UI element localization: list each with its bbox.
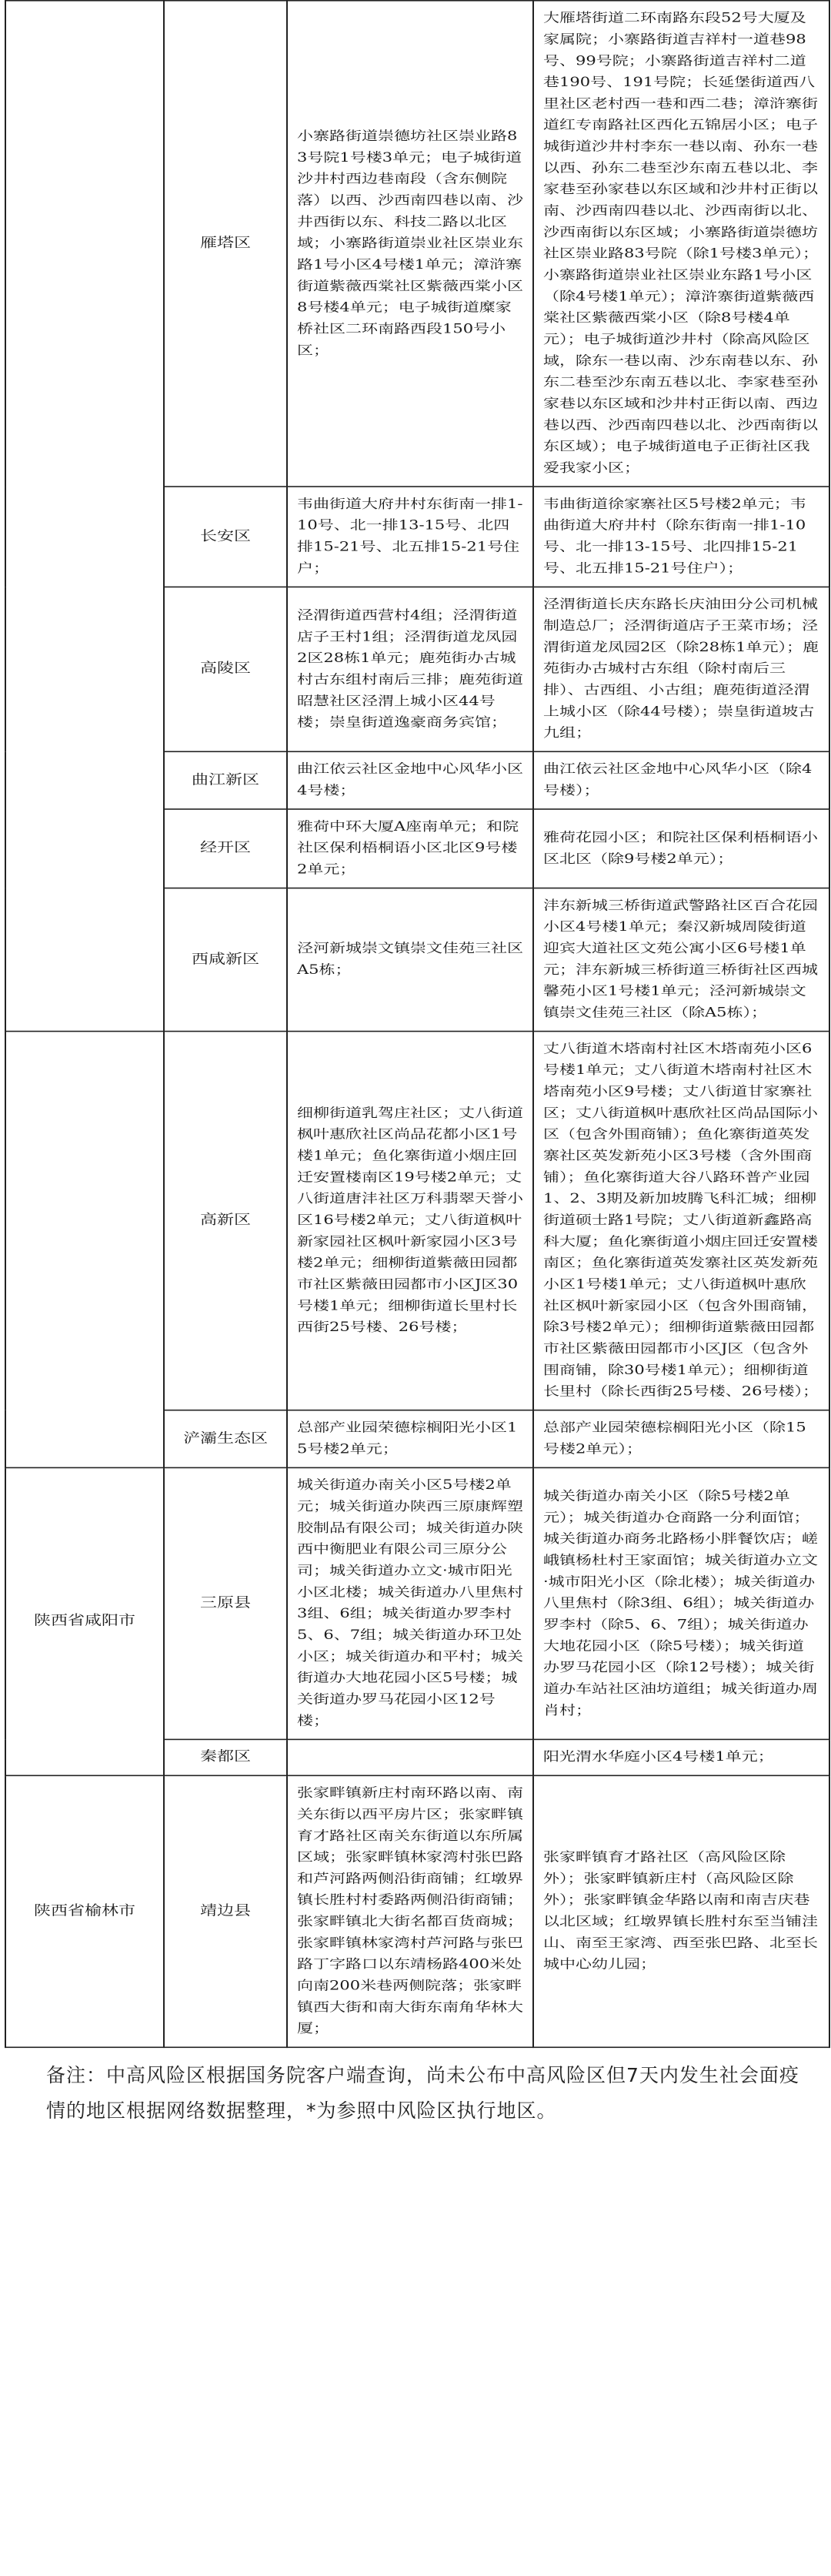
- table-row: [5, 1, 829, 487]
- medium-risk-cell: 细柳街道乳驾庄社区；丈八街道枫叶惠欣社区尚品花都小区1号楼1单元；鱼化寨街道小烟庄回迁安置楼南区19号楼2单元；丈八街道唐沣社区万科翡翠天誉小区16号楼2单元；丈八街道枫叶新家园社区枫叶新家园小区3号楼2单元；细柳街道紫薇田园都市社区紫薇田园都市小区J区30号楼1单元；细柳街道长里村长西街25号楼、26号楼；: [287, 1032, 533, 1410]
- medium-risk-cell: 总部产业园荣德棕榈阳光小区15号楼2单元；: [287, 1410, 533, 1468]
- low-risk-cell: 雅荷花园小区；和院社区保利梧桐语小区北区（除9号楼2单元）；: [533, 809, 829, 888]
- district-cell: 三原县: [164, 1467, 287, 1739]
- table-row: [5, 1467, 829, 1739]
- medium-risk-cell: 小寨路街道崇德坊社区崇业路83号院1号楼3单元；电子城街道沙井村西边巷南段（含东侧院落）以西、沙西南四巷以南、沙井西街以东、科技二路以北区域；小寨路街道崇业社区崇业东路1号小区4号楼1单元；漳浒寨街道紫薇西棠社区紫薇西棠小区8号楼4单元；电子城街道糜家桥社区二环南路西段150号小区；: [287, 1, 533, 487]
- low-risk-cell: 阳光渭水华庭小区4号楼1单元；: [533, 1739, 829, 1775]
- footnote: 备注：中高风险区根据国务院客户端查询，尚未公布中高风险区但7天内发生社会面疫情的地区根据网络数据整理，*为参照中风险区执行地区。: [46, 2064, 799, 2122]
- medium-risk-cell: 雅荷中环大厦A座南单元；和院社区保利梧桐语小区北区9号楼2单元；: [287, 809, 533, 888]
- table-row: [5, 1032, 829, 1410]
- district-cell: 浐灞生态区: [164, 1410, 287, 1468]
- low-risk-cell: 泾渭街道长庆东路长庆油田分公司机械制造总厂；泾渭街道店子王菜市场；泾渭街道龙凤园2区（除28栋1单元）；鹿苑街办古城村古东组（除村南后三排）、古西组、小古组；鹿苑街道泾渭上城小区（除44号楼）；崇皇街道坡古九组；: [533, 587, 829, 751]
- city-cell: 陕西省咸阳市: [5, 1467, 164, 1775]
- medium-risk-cell: 曲江依云社区金地中心风华小区4号楼；: [287, 751, 533, 809]
- district-cell: 高陵区: [164, 587, 287, 751]
- risk-area-table-body: [5, 1, 829, 2047]
- low-risk-cell: 曲江依云社区金地中心风华小区（除4号楼）；: [533, 751, 829, 809]
- medium-risk-cell: 泾河新城崇文镇崇文佳苑三社区A5栋；: [287, 888, 533, 1032]
- medium-risk-cell: 城关街道办南关小区5号楼2单元；城关街道办陕西三原康辉塑胶制品有限公司；城关街道办陕西中衡肥业有限公司三原分公司；城关街道办立文·城市阳光小区北楼；城关街道办八里焦村3组、6组；城关街道办罗李村5、6、7组；城关街道办环卫处小区；城关街道办和平村；城关街道办大地花园小区5号楼；城关街道办罗马花园小区12号楼；: [287, 1467, 533, 1739]
- low-risk-cell: 大雁塔街道二环南路东段52号大厦及家属院；小寨路街道吉祥村一道巷98号、99号院；小寨路街道吉祥村二道巷190号、191号院；长延堡街道西八里社区老村西一巷和西二巷；漳浒寨街道红专南路社区西化五锦居小区；电子城街道沙井村李东一巷以南、孙东一巷以西、孙东二巷至沙东南五巷以北、李家巷至孙家巷以东区域和沙井村正街以南、沙西南四巷以北、沙西南街以北、沙西南街以东区域；小寨路街道崇德坊社区崇业路83号院（除1号楼3单元）；小寨路街道崇业社区崇业东路1号小区（除4号楼1单元）；漳浒寨街道紫薇西棠社区紫薇西棠小区（除8号楼4单元）；电子城街道沙井村（除高风险区域，除东一巷以南、沙东南巷以东、孙东二巷至沙东南五巷以北、李家巷至孙家巷以东区域和沙井村正街以南、西边巷以西、沙西南四巷以北、沙西南街以东区域）；电子城街道电子正街社区我爱我家小区；: [533, 1, 829, 487]
- district-cell: 曲江新区: [164, 751, 287, 809]
- district-cell: 靖边县: [164, 1775, 287, 2047]
- low-risk-cell: 总部产业园荣德棕榈阳光小区（除15号楼2单元）；: [533, 1410, 829, 1468]
- city-cell: [5, 1, 164, 1032]
- low-risk-cell: 韦曲街道徐家寨社区5号楼2单元；韦曲街道大府井村（除东街南一排1-10号、北一排13-15号、北四排15-21号、北五排15-21号住户）；: [533, 487, 829, 587]
- city-cell: 陕西省榆林市: [5, 1775, 164, 2047]
- low-risk-cell: 沣东新城三桥街道武警路社区百合花园小区4号楼1单元；秦汉新城周陵街道迎宾大道社区文苑公寓小区6号楼1单元；沣东新城三桥街道三桥街社区西城馨苑小区1号楼1单元；泾河新城崇文镇崇文佳苑三社区（除A5栋）；: [533, 888, 829, 1032]
- low-risk-cell: 城关街道办南关小区（除5号楼2单元）；城关街道办仓商路一分利面馆；城关街道办商务北路杨小胖餐饮店；嵯峨镇杨杜村王家面馆；城关街道办立文·城市阳光小区（除北楼）；城关街道办八里焦村（除3组、6组）；城关街道办罗李村（除5、6、7组）；城关街道办大地花园小区（除5号楼）；城关街道办罗马花园小区（除12号楼）；城关街道办车站社区油坊道组；城关街道办周肖村；: [533, 1467, 829, 1739]
- district-cell: 经开区: [164, 809, 287, 888]
- medium-risk-cell: 张家畔镇新庄村南环路以南、南关东街以西平房片区；张家畔镇育才路社区南关东街道以东所属区域；张家畔镇林家湾村张巴路和芦河路两侧沿街商铺；红墩界镇长胜村村委路两侧沿街商铺；张家畔镇北大街名都百货商城；张家畔镇林家湾村芦河路与张巴路丁字路口以东靖杨路400米处向南200米巷两侧院落；张家畔镇西大街和南大街东南角华林大厦；: [287, 1775, 533, 2047]
- table-row: [5, 1775, 829, 2047]
- low-risk-cell: 丈八街道木塔南村社区木塔南苑小区6号楼1单元；丈八街道木塔南村社区木塔南苑小区9号楼；丈八街道甘家寨社区；丈八街道枫叶惠欣社区尚品国际小区（包含外围商铺）；鱼化寨街道英发寨社区英发新苑小区3号楼（含外围商铺）；鱼化寨街道大谷八路环普产业园1、2、3期及新加坡腾飞科汇城；细柳街道硕士路1号院；丈八街道新鑫路高科大厦；鱼化寨街道小烟庄回迁安置楼南区；鱼化寨街道英发寨社区英发新苑小区1号楼1单元；丈八街道枫叶惠欣社区枫叶新家园小区（包含外围商铺，除3号楼2单元）；细柳街道紫薇田园都市社区紫薇田园都市小区J区（包含外围商铺，除30号楼1单元）；细柳街道长里村（除长西街25号楼、26号楼）；: [533, 1032, 829, 1410]
- low-risk-cell: 张家畔镇育才路社区（高风险区除外）；张家畔镇新庄村（高风险区除外）；张家畔镇金华路以南和南吉庆巷以北区域；红墩界镇长胜村东至当铺洼山、南至王家湾、西至张巴路、北至长城中心幼儿园；: [533, 1775, 829, 2047]
- district-cell: 高新区: [164, 1032, 287, 1410]
- district-cell: 秦都区: [164, 1739, 287, 1775]
- district-cell: 西咸新区: [164, 888, 287, 1032]
- medium-risk-cell: [287, 1739, 533, 1775]
- district-cell: 长安区: [164, 487, 287, 587]
- medium-risk-cell: 泾渭街道西营村4组；泾渭街道店子王村1组；泾渭街道龙凤园2区28栋1单元；鹿苑街办古城村古东组村南后三排；鹿苑街道昭慧社区泾渭上城小区44号楼；崇皇街道逸豪商务宾馆；: [287, 587, 533, 751]
- risk-area-table: [5, 0, 830, 2048]
- medium-risk-cell: 韦曲街道大府井村东街南一排1-10号、北一排13-15号、北四排15-21号、北五排15-21号住户；: [287, 487, 533, 587]
- city-cell: [5, 1032, 164, 1468]
- district-cell: 雁塔区: [164, 1, 287, 487]
